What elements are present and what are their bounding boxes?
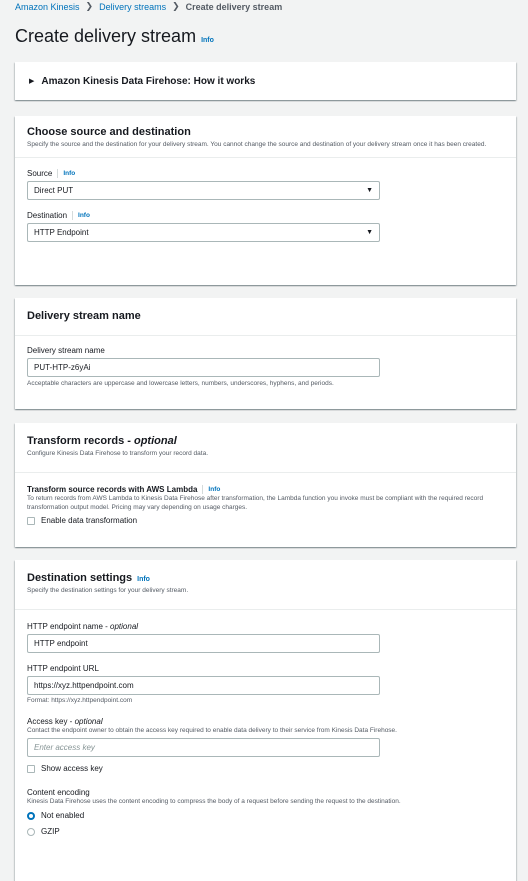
destination-info-link[interactable]: Info [78,211,90,219]
breadcrumb [15,1,282,12]
access-key-optional: optional [74,716,103,726]
endpoint-url-label [27,664,504,673]
encoding-option-label: GZIP [41,827,60,837]
stream-name-label [27,346,504,355]
source-label: Source [27,168,53,178]
how-it-works-toggle[interactable] [15,62,516,100]
stream-name-value: PUT-HTP-z6yAi [34,363,91,372]
source-select[interactable] [27,181,380,200]
endpoint-url-hint: Format: https://xyz.httpendpoint.com [27,696,133,704]
endpoint-name-value: HTTP endpoint [34,638,88,648]
encoding-option-label: Not enabled [41,811,85,821]
lambda-description: To return records from AWS Lambda to Kinesis Data Firehose after transformation, the Lambda function you invoke must be compliant with the required record transformation output model. Pricing may vary depending on usage charges. [27,494,484,511]
destination-settings-panel [15,560,516,881]
radio-gzip[interactable] [27,828,35,836]
source-info-link[interactable]: Info [63,169,76,177]
transform-title-optional: optional [133,435,177,447]
destination-label-row [27,211,504,220]
stream-name-input[interactable] [27,358,380,377]
caret-right-icon: ▶ [29,78,35,85]
access-key-input[interactable] [27,738,380,757]
access-key-description: Contact the endpoint owner to obtain the access key required to enable data delivery to their service from Kinesis Data Firehose. [27,726,397,734]
destination-select-value: HTTP Endpoint [34,227,89,237]
breadcrumb-current: Create delivery stream [185,1,283,12]
panel-description: Configure Kinesis Data Firehose to transform your record data. [27,450,209,457]
chevron-right-icon: ❯ [85,1,94,11]
source-select-value: Direct PUT [34,185,74,195]
show-access-key-checkbox[interactable] [27,765,35,773]
show-access-key-label: Show access key [41,764,103,774]
enable-transformation-row[interactable] [27,516,504,525]
access-key-placeholder: Enter access key [34,743,95,753]
endpoint-url-input[interactable] [27,676,380,695]
caret-down-icon: ▼ [366,186,373,194]
chevron-right-icon: ❯ [172,1,180,11]
panel-title [27,572,504,584]
destination-label: Destination [27,210,68,220]
lambda-label-row [27,485,504,494]
stream-name-hint: Acceptable characters are uppercase and lowercase letters, numbers, underscores, hyphens, and periods. [27,380,334,387]
caret-down-icon: ▼ [366,228,373,236]
how-it-works-label: Amazon Kinesis Data Firehose: How it works [41,75,256,87]
panel-header [15,298,516,336]
endpoint-name-input[interactable] [27,634,380,653]
source-destination-panel [15,116,516,285]
encoding-option-gzip[interactable] [27,827,504,836]
panel-header [15,560,516,610]
enable-transformation-checkbox[interactable] [27,517,35,525]
endpoint-name-label-text: HTTP endpoint name - [27,621,111,631]
destination-settings-info-link[interactable]: Info [137,576,150,583]
lambda-info-link[interactable]: Info [208,485,221,493]
endpoint-name-optional: optional [110,621,139,631]
panel-description: Specify the destination settings for your delivery stream. [27,587,189,594]
panel-header [15,423,516,473]
content-encoding-label [27,788,504,797]
panel-description: Specify the source and the destination for your delivery stream. You cannot change the source and destination of your delivery stream once it has been created. [27,141,487,148]
content-encoding-label-text: Content encoding [27,788,90,798]
divider [72,211,73,220]
transform-panel [15,423,516,547]
radio-not-enabled[interactable] [27,812,35,820]
page-info-link[interactable]: Info [201,37,214,44]
transform-title: Transform records - [27,435,134,447]
source-label-row [27,169,504,178]
endpoint-url-value: https://xyz.httpendpoint.com [34,680,134,690]
access-key-label-text: Access key - [27,716,75,726]
page-title [15,26,214,47]
destination-settings-title: Destination settings [27,572,133,584]
destination-select[interactable] [27,223,380,242]
breadcrumb-amazon-kinesis[interactable]: Amazon Kinesis [15,1,80,12]
content-encoding-description: Kinesis Data Firehose uses the content encoding to compress the body of a request before sending the request to the destination. [27,798,401,806]
panel-title: Choose source and destination [27,126,191,138]
encoding-option-not-enabled[interactable] [27,811,504,820]
show-access-key-row[interactable] [27,764,504,773]
access-key-label [27,717,504,726]
lambda-label: Transform source records with AWS Lambda [27,484,198,494]
page-title-text: Create delivery stream [15,26,197,46]
stream-name-panel [15,298,516,409]
endpoint-url-label-text: HTTP endpoint URL [27,663,99,673]
panel-title: Delivery stream name [27,310,141,322]
stream-name-label-text: Delivery stream name [27,346,105,355]
endpoint-name-label [27,622,504,631]
divider [57,169,58,178]
how-it-works-panel [15,62,516,100]
panel-title [27,435,504,447]
panel-header [15,116,516,158]
divider [202,485,203,494]
breadcrumb-delivery-streams[interactable]: Delivery streams [99,1,167,12]
enable-transformation-label: Enable data transformation [41,516,138,526]
